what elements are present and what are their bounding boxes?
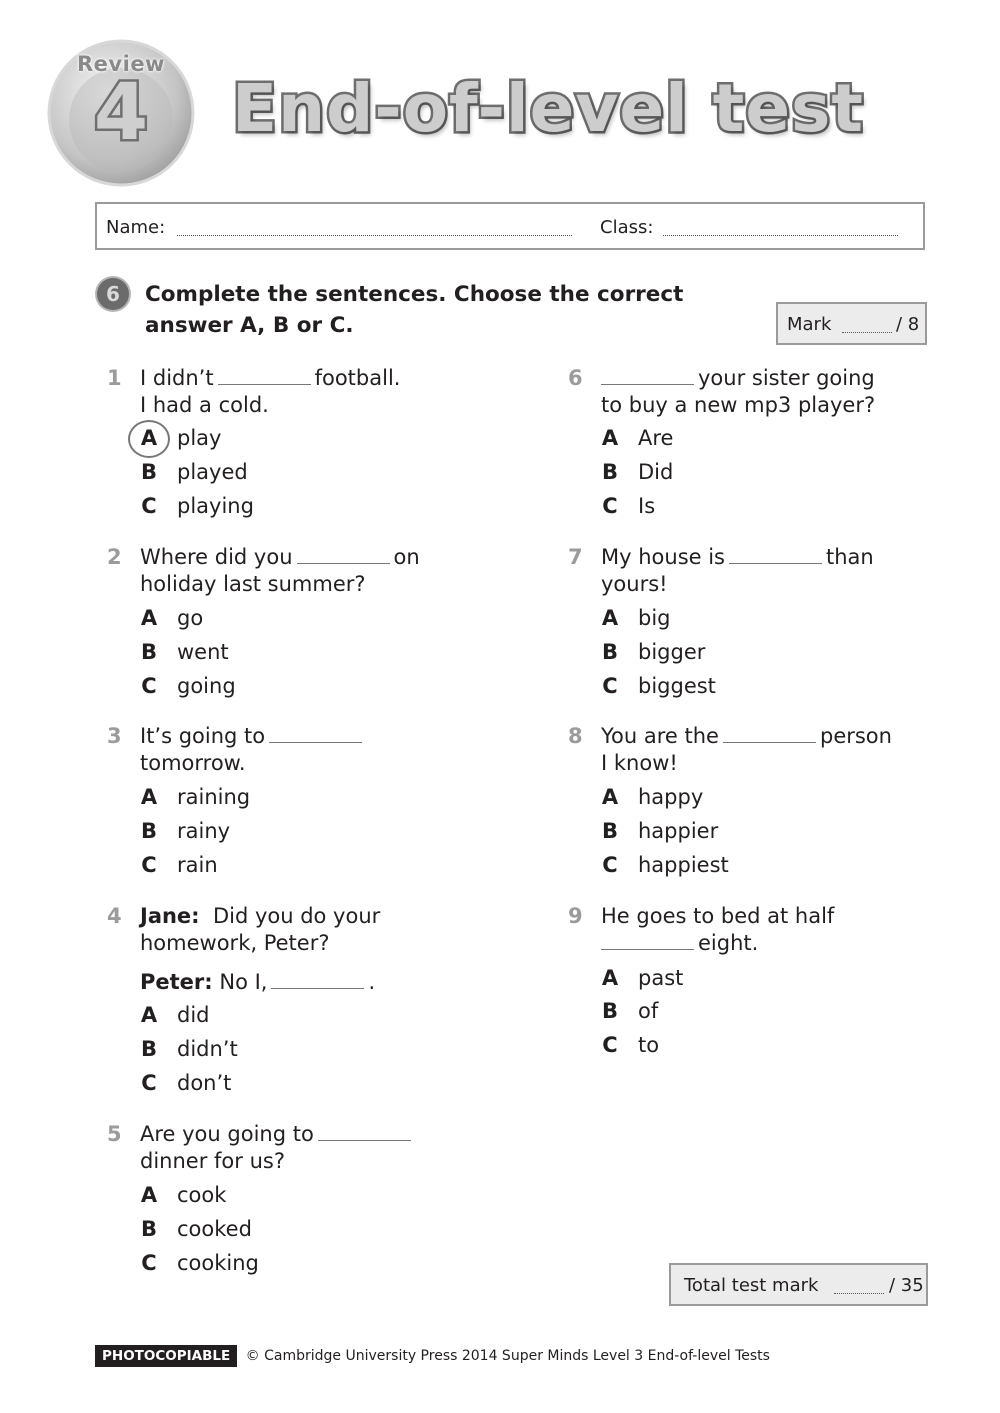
option-text: bigger — [638, 640, 706, 664]
question — [568, 365, 948, 525]
question-text: My house is — [601, 545, 726, 569]
option-letter: B — [140, 819, 157, 843]
option-letter: C — [141, 674, 157, 698]
answer-blank[interactable] — [218, 366, 311, 385]
option-text: big — [638, 606, 671, 630]
question-number: 6 — [568, 366, 583, 390]
option-letter: C — [141, 853, 157, 877]
option-text: don’t — [177, 1071, 232, 1095]
answer-blank[interactable] — [601, 366, 694, 385]
option-text: biggest — [638, 674, 716, 698]
option-text: happiest — [638, 853, 729, 877]
option-letter: B — [601, 819, 618, 843]
option-letter: C — [602, 853, 618, 877]
question-text: No I, — [219, 970, 268, 994]
option-letter: C — [141, 1071, 157, 1095]
option-text: cooking — [177, 1251, 259, 1275]
option-text: Is — [638, 494, 656, 518]
question-number: 5 — [107, 1122, 122, 1146]
total-mark-max: / 35 — [889, 1275, 924, 1296]
question-text: You are the — [601, 724, 719, 748]
question-number: 4 — [107, 904, 122, 928]
option-letter-selected: A — [140, 423, 158, 453]
question-line — [601, 723, 961, 750]
question-text: . — [368, 970, 376, 994]
question-text: dinner for us? — [140, 1149, 285, 1173]
option-letter: C — [602, 674, 618, 698]
option-text: did — [177, 1003, 210, 1027]
question — [107, 544, 487, 704]
option-letter: C — [602, 494, 618, 518]
copyright-text: © Cambridge University Press 2014 Super Minds Level 3 End-of-level Tests — [245, 1348, 770, 1364]
question-text: than — [826, 545, 874, 569]
question-text: I didn’t — [140, 366, 214, 390]
option-letter: A — [601, 606, 619, 630]
question-text: eight. — [698, 931, 759, 955]
question-line — [601, 365, 961, 392]
instruction-line: answer A, B or C. — [145, 313, 354, 338]
review-badge — [46, 38, 196, 188]
option-letter: B — [140, 460, 157, 484]
option-letter: A — [140, 1183, 158, 1207]
mark-field[interactable] — [842, 332, 892, 333]
question — [107, 1121, 487, 1281]
answer-blank[interactable] — [723, 724, 816, 743]
question — [107, 903, 487, 1103]
question-text: It’s going to — [140, 724, 266, 748]
question-text: Did you do your — [212, 904, 381, 928]
answer-blank[interactable] — [318, 1122, 411, 1141]
option-text: raining — [177, 785, 251, 809]
option-text: cooked — [177, 1217, 252, 1241]
question-line — [140, 365, 500, 392]
option-text: cook — [177, 1183, 227, 1207]
question-text: I had a cold. — [140, 393, 269, 417]
question-text: homework, Peter? — [140, 931, 330, 955]
class-field[interactable] — [663, 234, 898, 236]
question-line — [601, 544, 961, 571]
mark-label: Mark — [787, 314, 832, 335]
question-text: on — [393, 545, 420, 569]
question-text: football. — [314, 366, 401, 390]
footer — [95, 1345, 770, 1367]
name-label: Name: — [106, 217, 166, 238]
option-letter: A — [601, 426, 619, 450]
mark-box — [776, 302, 927, 345]
question — [568, 723, 948, 883]
name-field[interactable] — [177, 234, 572, 236]
option-letter: A — [140, 1003, 158, 1027]
question-text: yours! — [601, 572, 668, 596]
page-title: End-of-level test — [232, 70, 864, 147]
option-text: Did — [638, 460, 674, 484]
question-text: He goes to bed at half — [601, 904, 835, 928]
question — [107, 365, 487, 525]
option-letter: B — [601, 640, 618, 664]
badge-review-label: Review — [77, 52, 165, 76]
option-letter: A — [601, 966, 619, 990]
option-text: rain — [177, 853, 218, 877]
question-number: 3 — [107, 724, 122, 748]
answer-blank[interactable] — [729, 545, 822, 564]
option-text: happier — [638, 819, 719, 843]
answer-blank[interactable] — [269, 724, 362, 743]
question-number: 9 — [568, 904, 583, 928]
option-text: go — [177, 606, 204, 630]
question-line — [140, 544, 500, 571]
total-mark-field[interactable] — [834, 1293, 884, 1294]
question — [568, 903, 948, 1063]
option-text: played — [177, 460, 248, 484]
question-text: person — [819, 724, 892, 748]
option-letter: A — [140, 785, 158, 809]
option-text: playing — [177, 494, 254, 518]
option-text: play — [177, 426, 222, 450]
question-number: 1 — [107, 366, 122, 390]
question — [568, 544, 948, 704]
question-number: 2 — [107, 545, 122, 569]
option-letter: C — [602, 1033, 618, 1057]
option-letter: C — [141, 1251, 157, 1275]
question-text: to buy a new mp3 player? — [601, 393, 876, 417]
question-line — [140, 903, 500, 930]
option-letter: A — [140, 606, 158, 630]
student-info-box — [95, 202, 925, 250]
question-text: I know! — [601, 751, 678, 775]
class-label: Class: — [600, 217, 654, 238]
mark-total: / 8 — [896, 314, 920, 335]
question-text: Where did you — [140, 545, 293, 569]
task-number-badge: 6 — [97, 278, 129, 310]
answer-blank[interactable] — [297, 545, 390, 564]
question-number: 7 — [568, 545, 583, 569]
answer-blank[interactable] — [601, 931, 694, 950]
speaker-name: Jane: — [140, 904, 200, 928]
question-text: holiday last summer? — [140, 572, 366, 596]
total-mark-label: Total test mark — [684, 1275, 819, 1296]
option-text: going — [177, 674, 236, 698]
option-letter: B — [140, 1217, 157, 1241]
total-mark-box — [669, 1263, 928, 1306]
option-text: happy — [638, 785, 704, 809]
option-letter: B — [601, 999, 618, 1023]
option-text: rainy — [177, 819, 231, 843]
question-line — [601, 930, 961, 957]
option-text: Are — [638, 426, 674, 450]
photocopiable-badge: PHOTOCOPIABLE — [95, 1345, 237, 1367]
option-text: past — [638, 966, 684, 990]
question-number: 8 — [568, 724, 583, 748]
question-line — [140, 1121, 500, 1148]
option-letter: B — [140, 640, 157, 664]
option-letter: C — [141, 494, 157, 518]
option-letter: A — [601, 785, 619, 809]
instruction-line: Complete the sentences. Choose the correct — [145, 282, 684, 307]
option-text: to — [638, 1033, 660, 1057]
option-text: went — [177, 640, 229, 664]
answer-blank[interactable] — [271, 970, 364, 989]
option-text: didn’t — [177, 1037, 238, 1061]
speaker-name: Peter: — [140, 970, 213, 994]
question-line — [140, 969, 500, 996]
question-text: Are you going to — [140, 1122, 314, 1146]
option-letter: B — [140, 1037, 157, 1061]
question-text: your sister going — [698, 366, 875, 390]
badge-unit-number: 4 — [93, 68, 149, 158]
option-letter: B — [601, 460, 618, 484]
option-text: of — [638, 999, 659, 1023]
question — [107, 723, 487, 883]
question-line — [140, 723, 500, 750]
question-text: tomorrow. — [140, 751, 246, 775]
task-instruction — [145, 279, 705, 341]
